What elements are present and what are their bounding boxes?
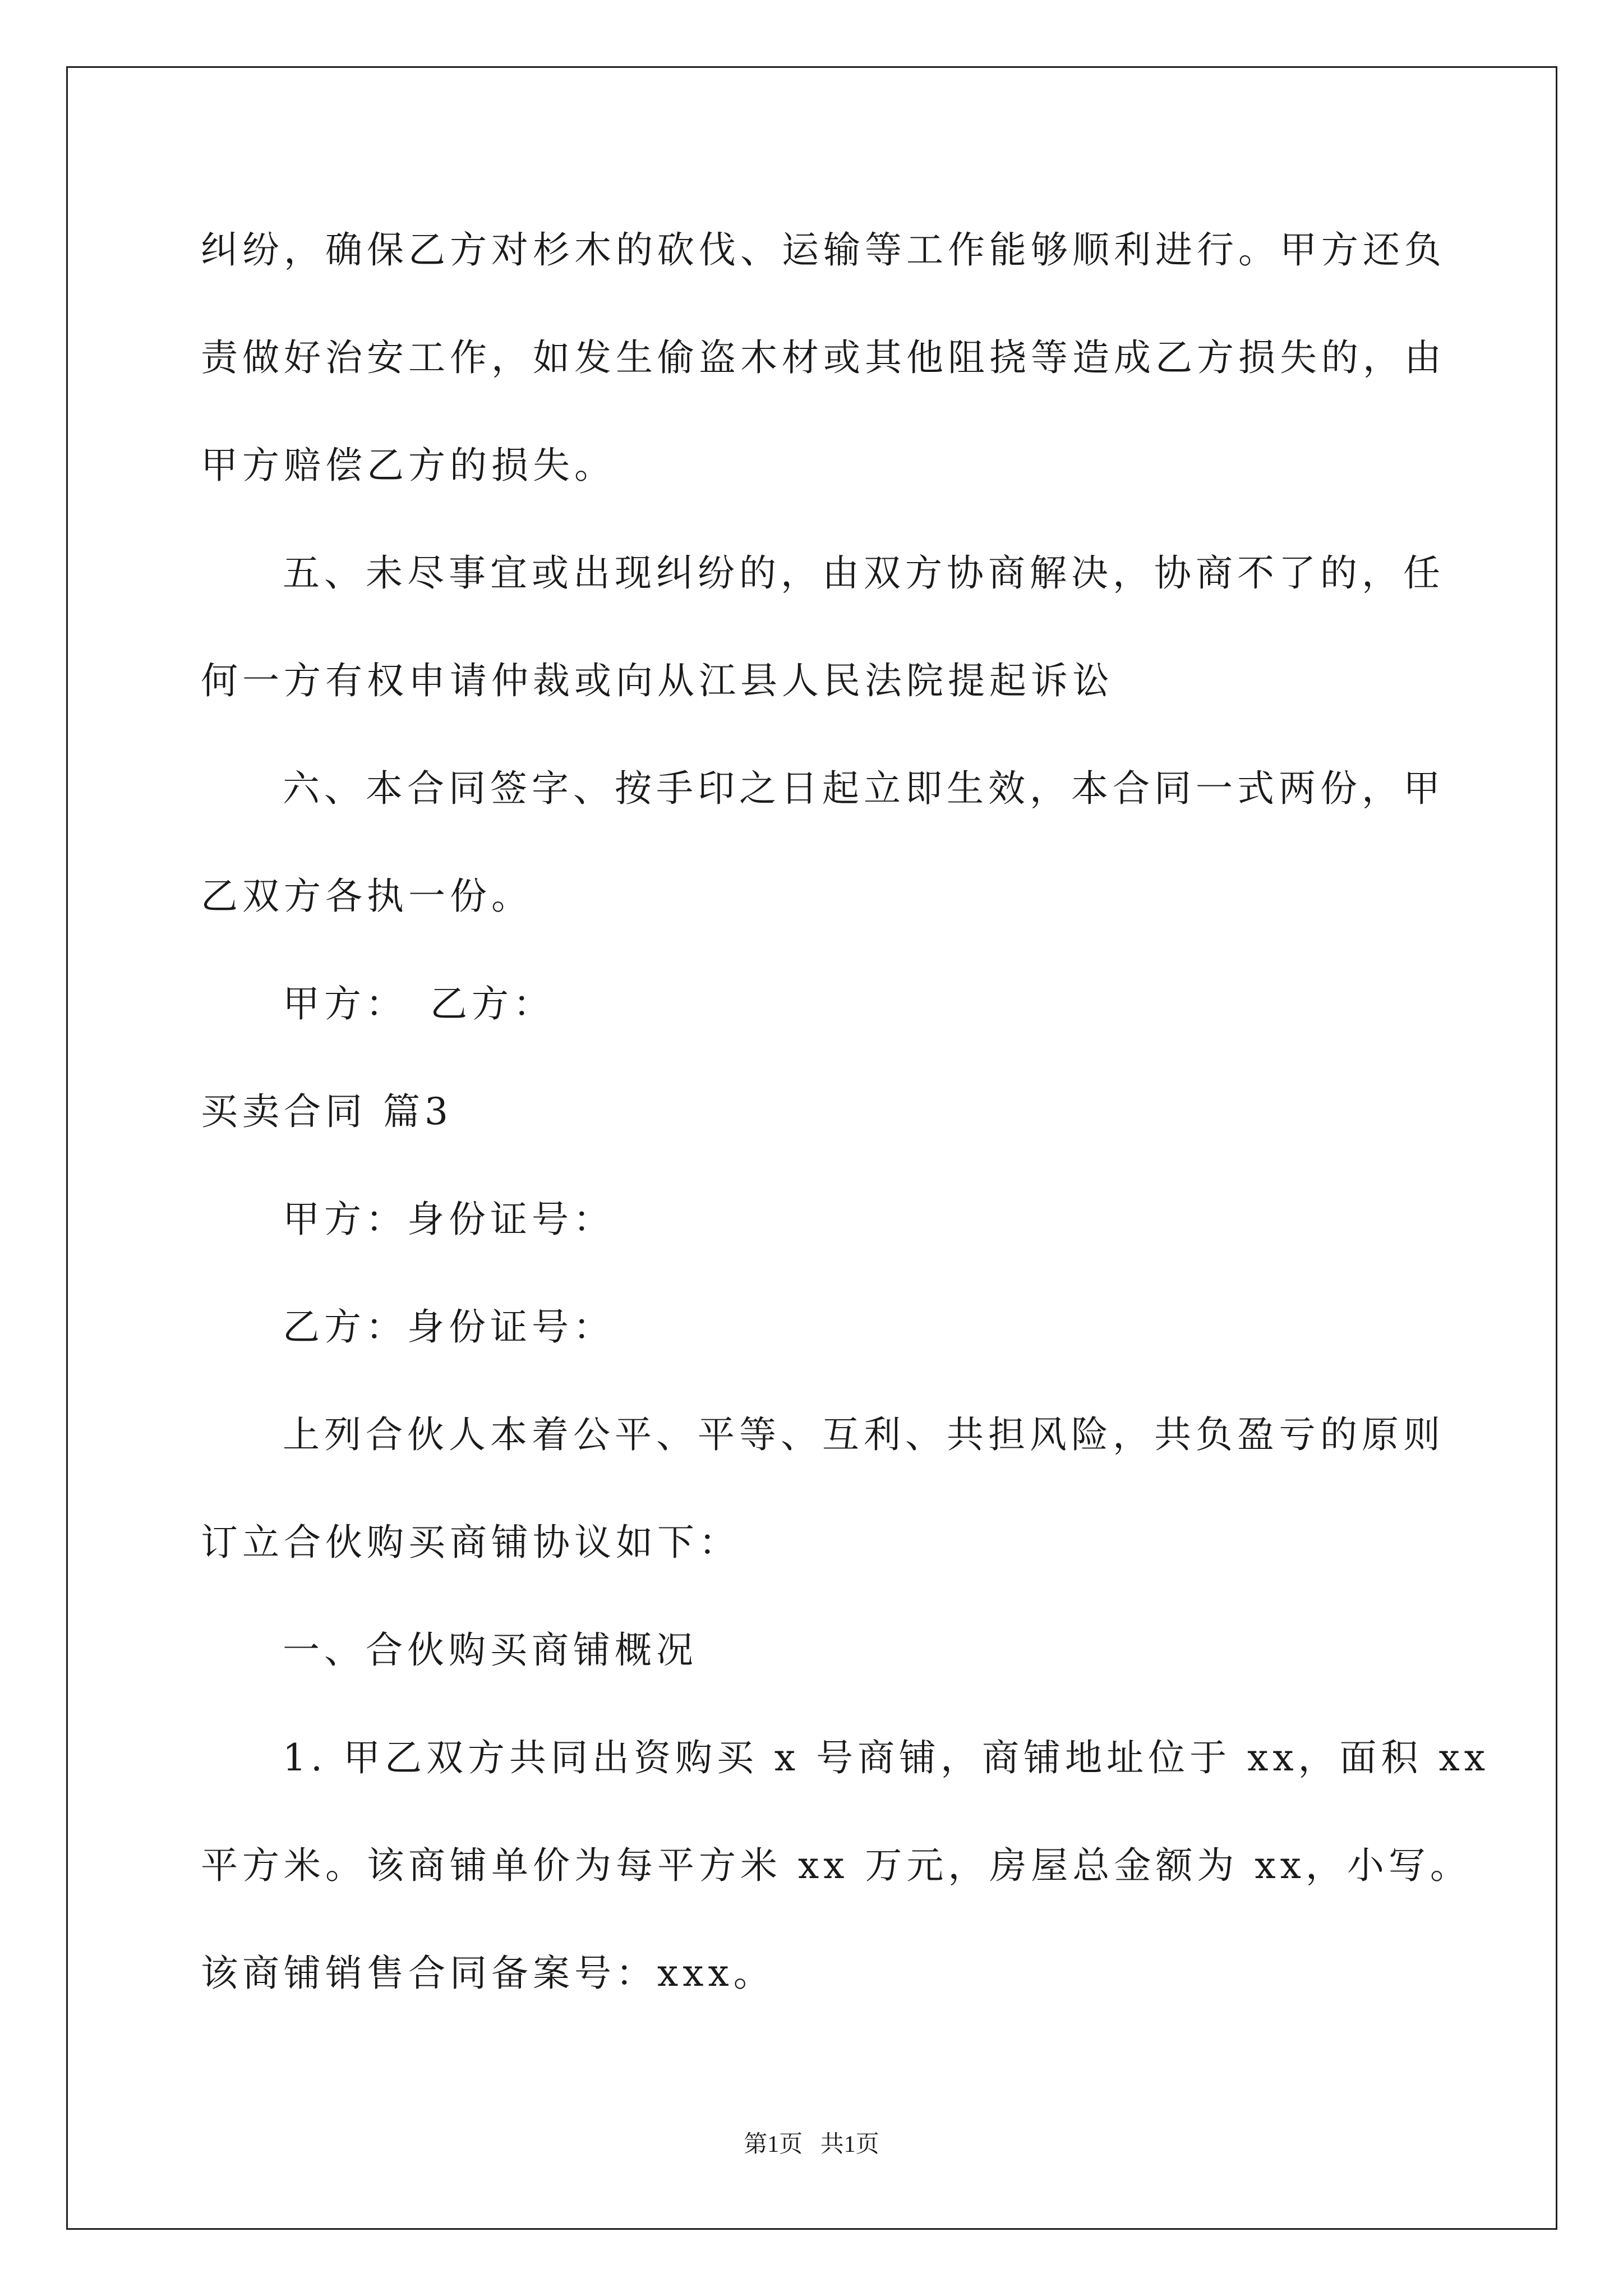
paragraph-line: 何一方有权申请仲裁或向从江县人民法院提起诉讼 [201, 659, 1114, 702]
page-footer: 第1页 共1页 [744, 2132, 879, 2157]
signature-line: 甲方： 乙方： [283, 982, 555, 1025]
paragraph-line: 纠纷，确保乙方对杉木的砍伐、运输等工作能够顺利进行。甲方还负 [201, 228, 1446, 272]
paragraph-line: 1. 甲乙双方共同出资购买 x 号商铺，商铺地址位于 xx，面积 xx [283, 1736, 1490, 1779]
party-b-id-line: 乙方：身份证号： [283, 1305, 615, 1349]
section-heading: 买卖合同 篇3 [201, 1090, 453, 1133]
party-a-id-line: 甲方：身份证号： [283, 1198, 615, 1241]
paragraph-line: 上列合伙人本着公平、平等、互利、共担风险，共负盈亏的原则 [283, 1413, 1445, 1456]
paragraph-line: 该商铺销售合同备案号：xxx。 [201, 1952, 775, 1995]
paragraph-line: 平方米。该商铺单价为每平方米 xx 万元，房屋总金额为 xx，小写。 [201, 1844, 1472, 1887]
paragraph-line: 五、未尽事宜或出现纠纷的，由双方协商解决，协商不了的，任 [283, 551, 1445, 595]
paragraph-line: 甲方赔偿乙方的损失。 [201, 444, 616, 487]
paragraph-line: 乙双方各执一份。 [201, 875, 533, 918]
page-border [66, 66, 1557, 2230]
paragraph-line: 责做好治安工作，如发生偷盗木材或其他阻挠等造成乙方损失的，由 [201, 336, 1446, 379]
subsection-heading: 一、合伙购买商铺概况 [283, 1628, 698, 1672]
paragraph-line: 六、本合同签字、按手印之日起立即生效，本合同一式两份，甲 [283, 767, 1445, 810]
paragraph-line: 订立合伙购买商铺协议如下： [201, 1521, 740, 1564]
